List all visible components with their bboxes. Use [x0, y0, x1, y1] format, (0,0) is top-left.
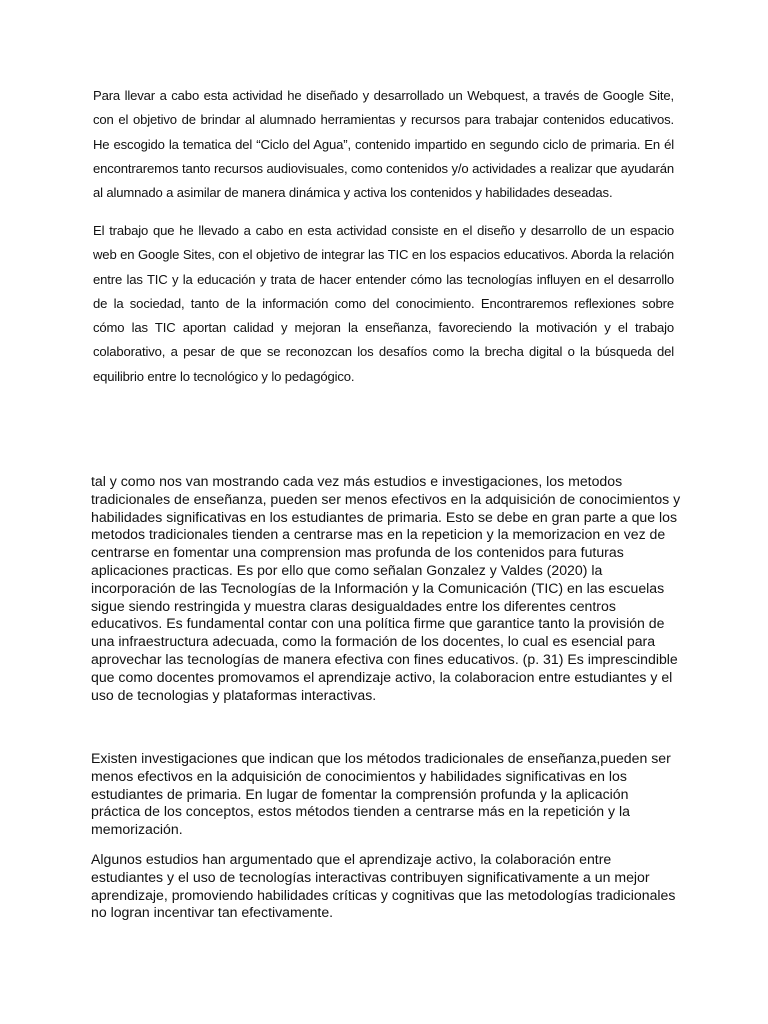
- paragraph-google-sites-work: [93, 219, 674, 389]
- paragraph-active-learning: [91, 851, 681, 922]
- paragraph-text: Existen investigaciones que indican que los métodos tradicionales de enseñanza,pueden ser menos efectivos en la adquisición de conocimientos y habilidades significativas en los estudiantes de primaria. En lugar de fomentar la comprensión profunda y la aplicación práctica de los conceptos, estos métodos tienden a centrarse más en la repetición y la memorización.: [91, 750, 671, 838]
- paragraph-webquest-intro: [93, 84, 674, 205]
- paragraph-traditional-methods: [91, 473, 681, 704]
- paragraph-text: tal y como nos van mostrando cada vez más estudios e investigaciones, los metodos tradicionales de enseñanza, pueden ser menos efectivos en la adquisición de conocimientos y habilidades significativas en los estudiantes de primaria. Esto se debe en gran parte a que los metodos tradicionales tienden a centrarse mas en la repeticion y la memorizacion en vez de centrarse en fomentar una comprension mas profunda de los contenidos para futuras aplicaciones practicas. Es por ello que como señalan Gonzalez y Valdes (2020) la incorporación de las Tecnologías de la Información y la Comunicación (TIC) en las escuelas sigue siendo restringida y muestra claras desigualdades entre los diferentes centros educativos. Es fundamental contar con una política firme que garantice tanto la provisión de una infraestructura adecuada, como la formación de los docentes, lo cual es esencial para aprovechar las tecnologías de manera efectiva con fines educativos. (p. 31) Es imprescindible que como docentes promovamos el aprendizaje activo, la colaboracion entre estudiantes y el uso de tecnologias y plataformas interactivas.: [91, 473, 681, 703]
- paragraph-text: Para llevar a cabo esta actividad he diseñado y desarrollado un Webquest, a través de Google Site, con el objetivo de brindar al alumnado herramientas y recursos para trabajar contenidos educativos. He escogido la tematica del “Ciclo del Agua”, contenido impartido en segundo ciclo de primaria. En él encontraremos tanto recursos audiovisuales, como contenidos y/o actividades a realizar que ayudarán al alumnado a asimilar de manera dinámica y activa los contenidos y habilidades deseadas.: [93, 88, 674, 201]
- paragraph-text: El trabajo que he llevado a cabo en esta actividad consiste en el diseño y desarrollo de un espacio web en Google Sites, con el objetivo de integrar las TIC en los espacios educativos. Aborda la relación entre las TIC y la educación y trata de hacer entender cómo las tecnologías influyen en el desarrollo de la sociedad, tanto de la información como del conocimiento. Encontraremos reflexiones sobre cómo las TIC aportan calidad y mejoran la enseñanza, favoreciendo la motivación y el trabajo colaborativo, a pesar de que se reconozcan los desafíos como la brecha digital o la búsqueda del equilibrio entre lo tecnológico y lo pedagógico.: [93, 223, 674, 384]
- paragraph-text: Algunos estudios han argumentado que el aprendizaje activo, la colaboración entre estudiantes y el uso de tecnologías interactivas contribuyen significativamente a un mejor aprendizaje, promoviendo habilidades críticas y cognitivas que las metodologías tradicionales no logran incentivar tan efectivamente.: [91, 851, 676, 921]
- paragraph-research-evidence: [91, 750, 681, 839]
